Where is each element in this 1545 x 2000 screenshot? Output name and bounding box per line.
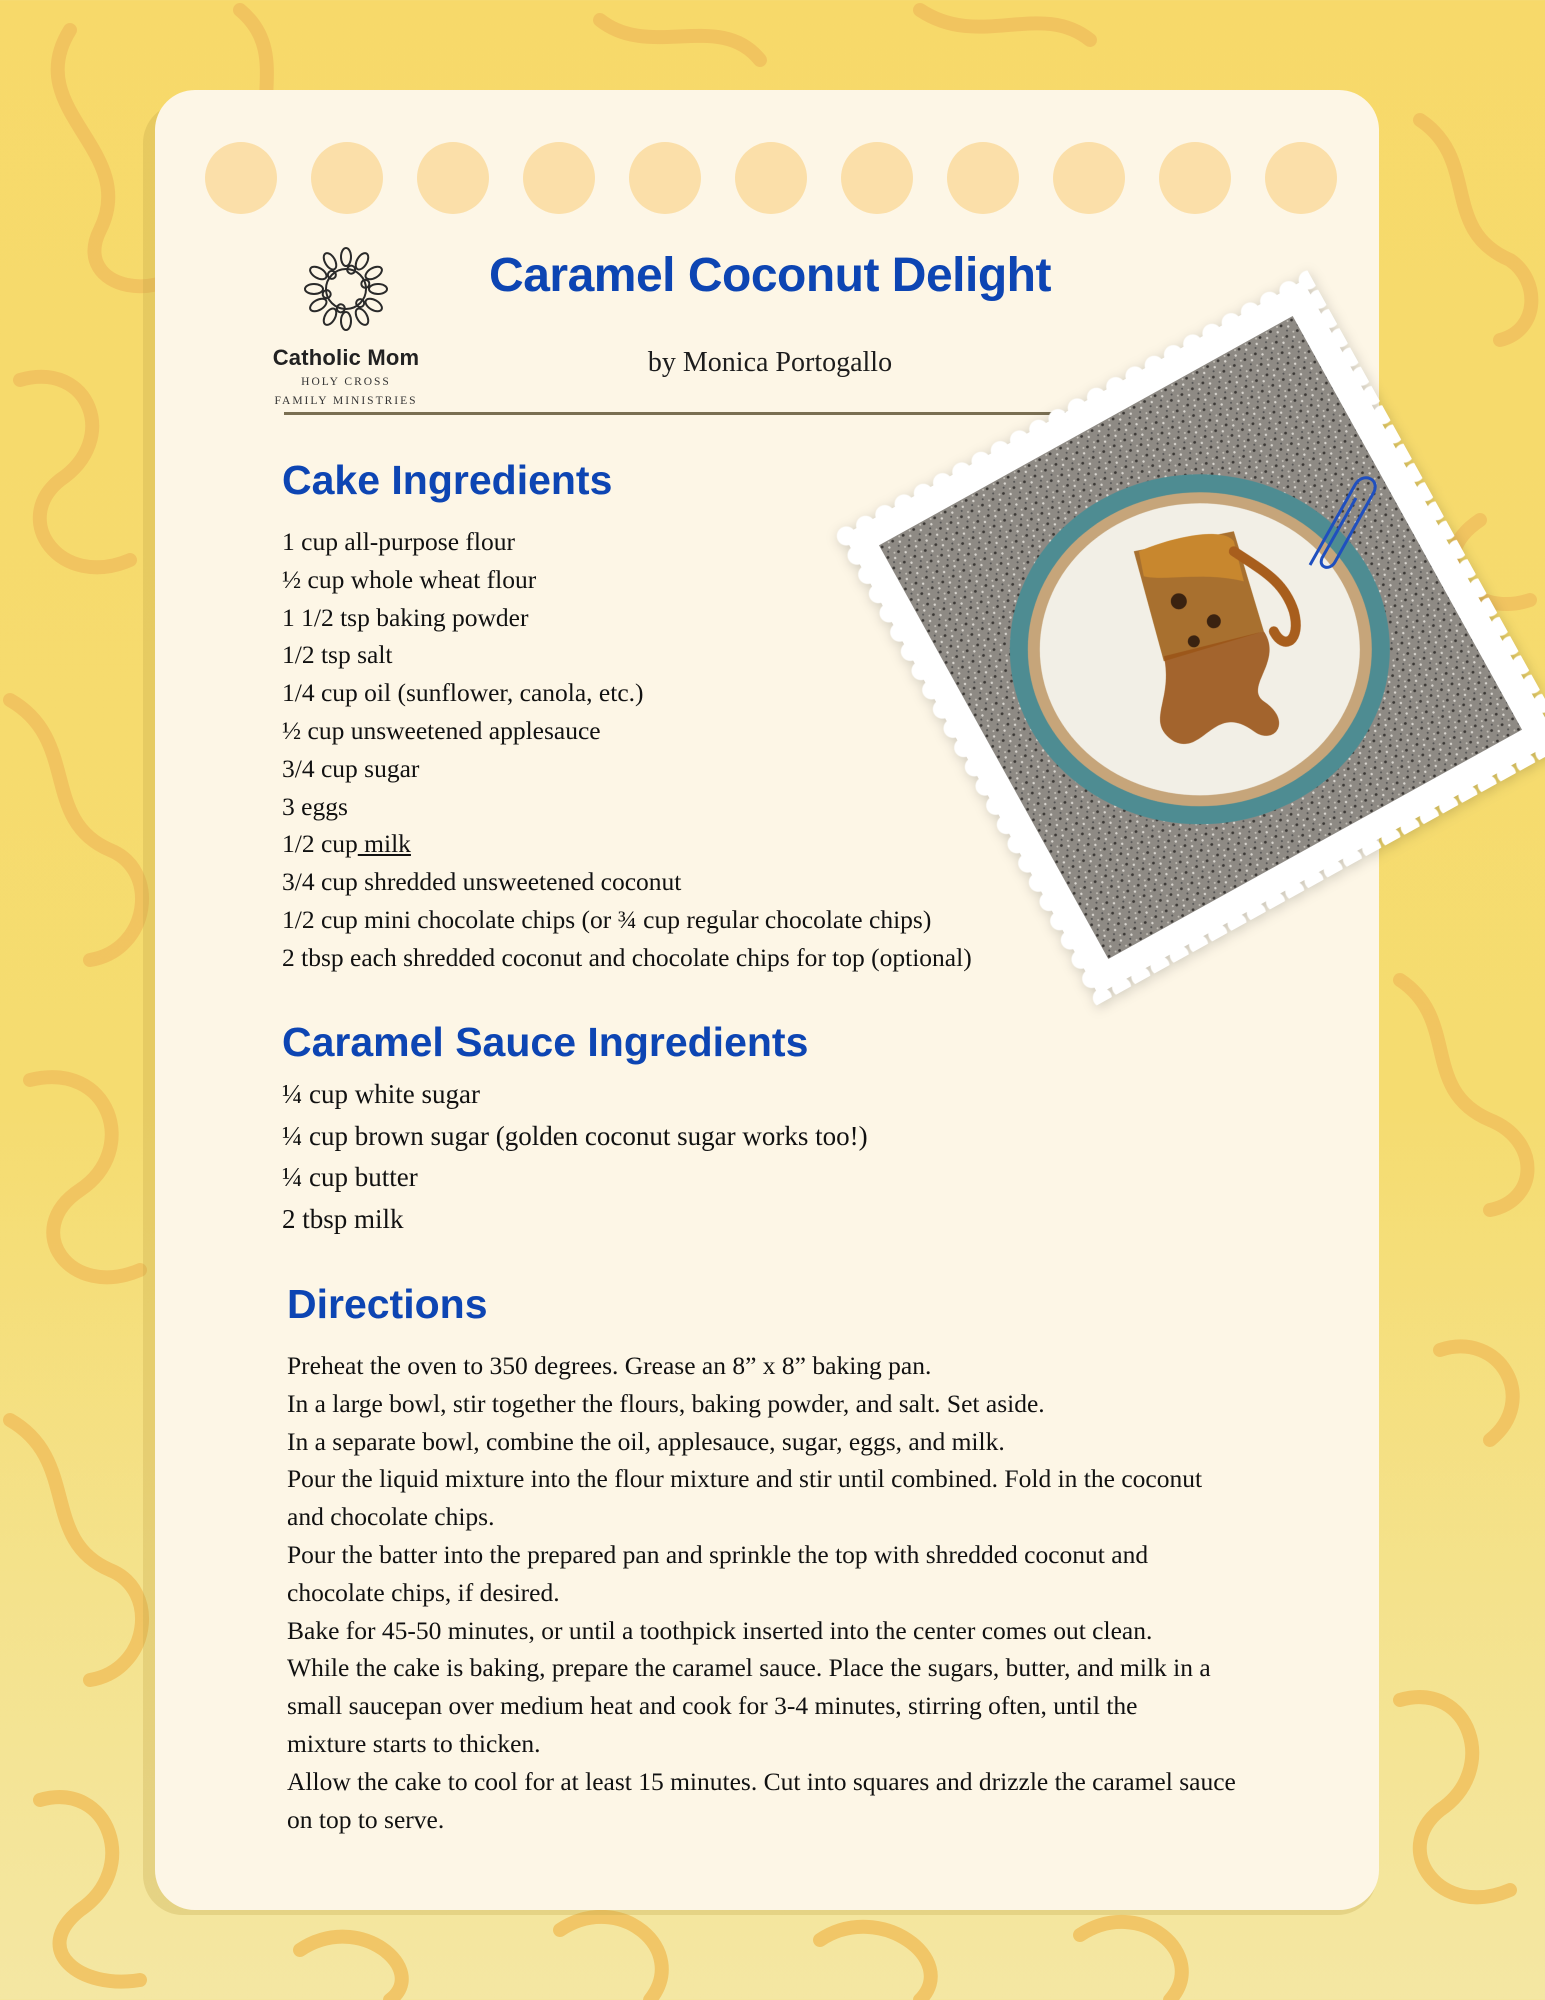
list-item: ¼ cup white sugar [282, 1079, 480, 1109]
list-item: 3/4 cup shredded unsweetened coconut [282, 867, 682, 897]
hole [523, 142, 595, 214]
direction-line: Allow the cake to cool for at least 15 minutes. Cut into squares and drizzle the caramel sauce [287, 1766, 1236, 1796]
cake-ingredients-heading: Cake Ingredients [282, 457, 613, 503]
notebook-holes [205, 142, 1345, 214]
hole [311, 142, 383, 214]
direction-line: While the cake is baking, prepare the caramel sauce. Place the sugars, butter, and milk in a [287, 1653, 1211, 1683]
list-item: ½ cup whole wheat flour [282, 564, 537, 594]
list-item: 1/4 cup oil (sunflower, canola, etc.) [282, 678, 644, 708]
recipe-title: Caramel Coconut Delight [489, 249, 1051, 302]
direction-line: Preheat the oven to 350 degrees. Grease an 8” x 8” baking pan. [287, 1351, 932, 1380]
hole [1159, 142, 1231, 214]
hole [1053, 142, 1125, 214]
directions-list [287, 1347, 1367, 1838]
brand-name: Catholic Mom [272, 345, 420, 370]
list-item-text: 1/2 cup [282, 829, 358, 859]
direction-line: In a separate bowl, combine the oil, applesauce, sugar, eggs, and milk. [287, 1426, 1005, 1456]
brand-logo [268, 245, 424, 409]
directions-heading: Directions [287, 1281, 488, 1327]
direction-line: Bake for 45-50 minutes, or until a toothpick inserted into the center comes out clean. [287, 1615, 1153, 1645]
milk-link[interactable]: milk [357, 829, 411, 859]
hole [205, 142, 277, 214]
list-item-milk [282, 825, 972, 863]
list-item: ¼ cup brown sugar (golden coconut sugar works too!) [282, 1120, 868, 1151]
hole [947, 142, 1019, 214]
list-item: 2 tbsp each shredded coconut and chocolate chips for top (optional) [282, 942, 972, 972]
list-item: ¼ cup butter [282, 1162, 418, 1192]
list-item: 1/2 tsp salt [282, 640, 393, 670]
brand-subtitle-line1: HOLY CROSS [301, 376, 391, 388]
hole [841, 142, 913, 214]
direction-line: Pour the liquid mixture into the flour mixture and stir until combined. Fold in the coconut [287, 1464, 1203, 1494]
list-item: 1 cup all-purpose flour [282, 527, 515, 556]
hole [629, 142, 701, 214]
direction-line: on top to serve. [287, 1804, 445, 1834]
list-item: 1/2 cup mini chocolate chips (or ¾ cup regular chocolate chips) [282, 904, 932, 934]
paper-clip-icon [1290, 470, 1380, 580]
caramel-sauce-heading: Caramel Sauce Ingredients [282, 1019, 809, 1065]
wreath-logo-icon [302, 245, 390, 333]
list-item: 3 eggs [282, 791, 348, 821]
list-item: 1 1/2 tsp baking powder [282, 602, 529, 632]
recipe-byline: by Monica Portogallo [647, 347, 893, 378]
list-item: 2 tbsp milk [282, 1203, 404, 1234]
caramel-sauce-list [282, 1074, 868, 1240]
hole [417, 142, 489, 214]
hole [1265, 142, 1337, 214]
direction-line: and chocolate chips. [287, 1502, 495, 1532]
brand-subtitle-line2: FAMILY MINISTRIES [274, 395, 418, 407]
list-item: 3/4 cup sugar [282, 753, 420, 783]
direction-line: mixture starts to thicken. [287, 1728, 541, 1758]
list-item: ½ cup unsweetened applesauce [282, 715, 601, 745]
direction-line: In a large bowl, stir together the flours, baking powder, and salt. Set aside. [287, 1388, 1045, 1418]
hole [735, 142, 807, 214]
direction-line: small saucepan over medium heat and cook for 3-4 minutes, stirring often, until the [287, 1691, 1138, 1721]
direction-line: chocolate chips, if desired. [287, 1577, 560, 1607]
direction-line: Pour the batter into the prepared pan and sprinkle the top with shredded coconut and [287, 1539, 1149, 1569]
